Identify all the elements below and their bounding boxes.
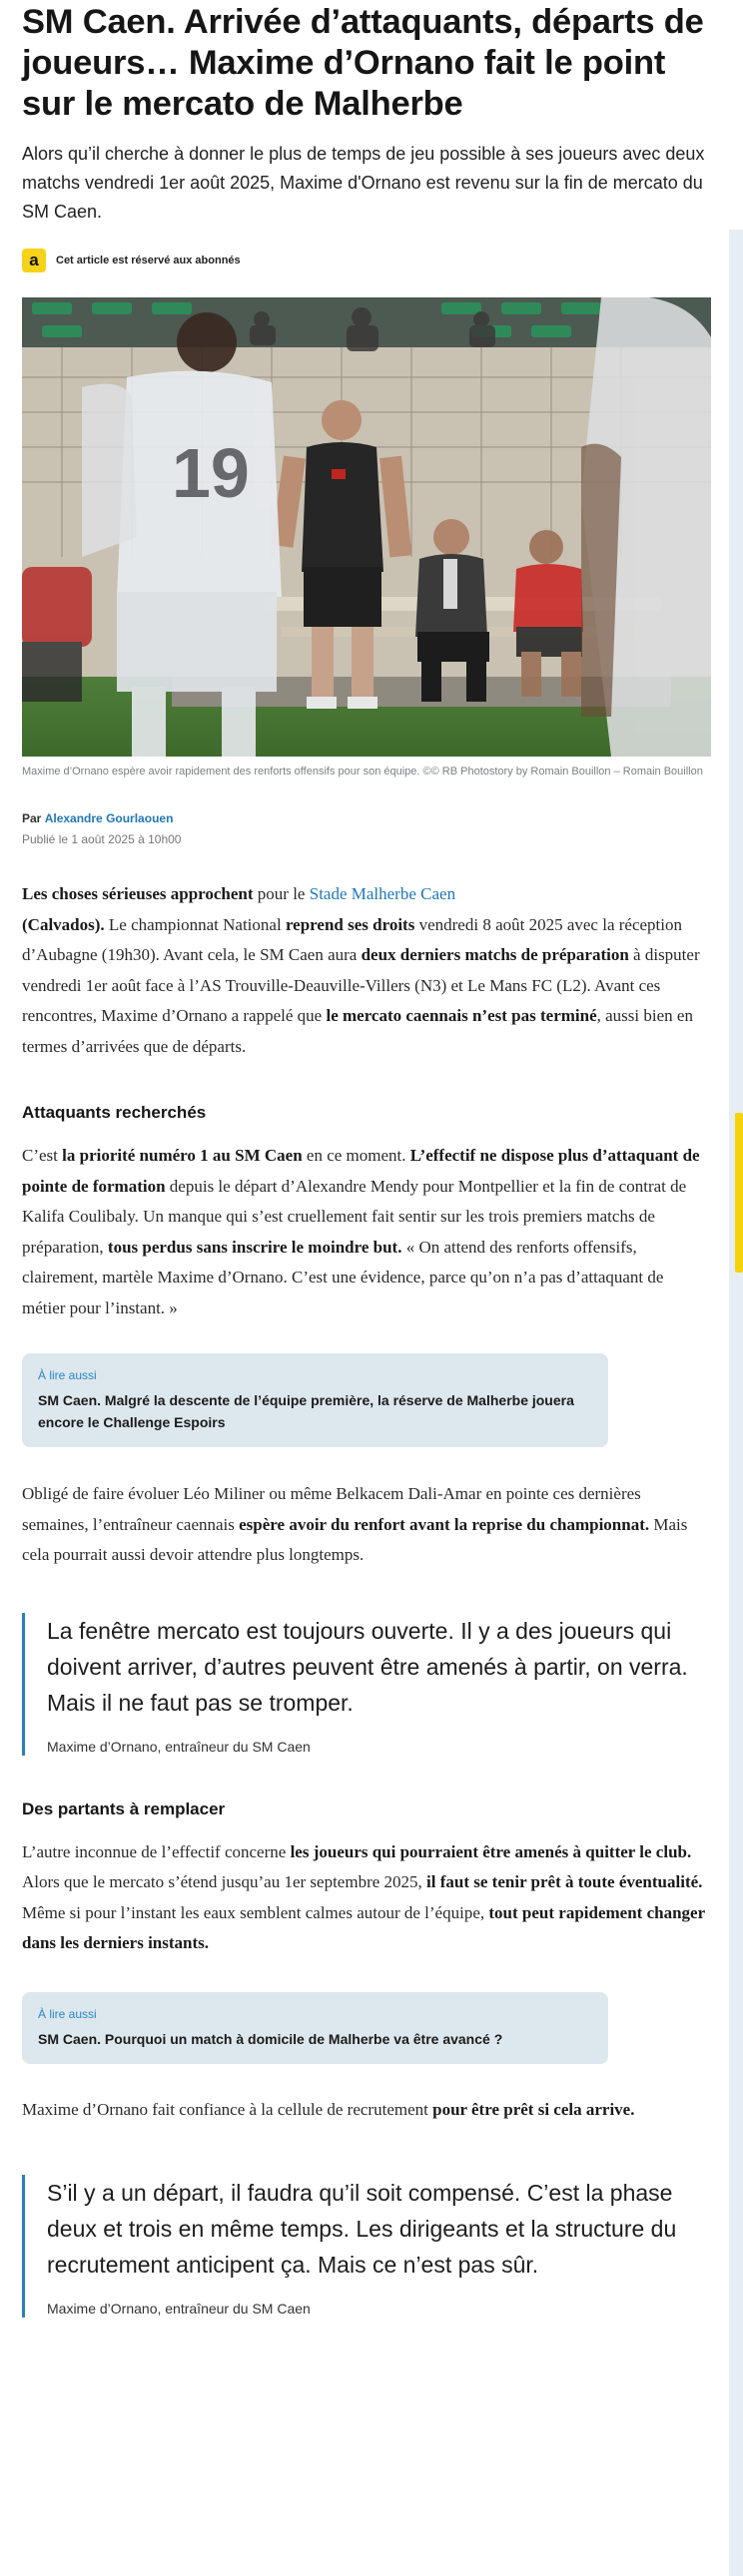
byline-prefix: Par — [22, 811, 42, 825]
club-link[interactable]: Stade Malherbe Caen — [309, 884, 456, 903]
text: en ce moment. — [302, 1146, 410, 1165]
quote-text: La fenêtre mercato est toujours ouverte. Il y a des joueurs qui doivent arriver, d’autres peuvent être amenés à partir, on verra. Mais il ne faut pas se tromper. — [47, 1617, 688, 1716]
section-heading-attackers: Attaquants recherchés — [22, 1103, 207, 1122]
article-lead: Alors qu’il cherche à donner le plus de temps de jeu possible à ses joueurs avec deux matchs vendredi 1er août 2025, Maxime d'Ornano est revenu sur la fin de mercato du SM Caen. — [22, 144, 705, 222]
bold-text: tous perdus sans inscrire le moindre but. — [107, 1237, 402, 1257]
bold-text: les joueurs qui pourraient être amenés à quitter le club. — [290, 1841, 692, 1861]
paragraph-attackers — [22, 1141, 711, 1323]
text: Obligé de faire évoluer Léo Miliner ou même Belkacem Dali-Amar en pointe ces dernières semaines, l’entraîneur caennais — [22, 1484, 641, 1534]
text: à disputer vendredi 1er août face à l’AS Trouville-Deauville-Villers (N3) et Le Mans FC (L2). Avant ces rencontres, Maxime d’Ornano a rappelé que — [22, 945, 700, 1025]
text: C’est — [22, 1146, 63, 1165]
quote-text: S’il y a un départ, il faudra qu’il soit compensé. C’est la phase deux et trois en même temps. Les dirigeants et la structure du recrutement anticipent ça. Mais ce n’est pas sûr. — [47, 2180, 677, 2278]
read-also-card-2[interactable] — [22, 1992, 608, 2064]
bold-text: deux derniers matchs de préparation — [361, 945, 629, 964]
bold-text: tout peut rapidement changer dans les derniers instants. — [22, 1902, 705, 1952]
scroll-track[interactable] — [729, 230, 743, 2576]
read-also-label: À lire aussi — [38, 1368, 97, 1382]
scroll-rail[interactable] — [729, 0, 743, 2576]
article-title: SM Caen. Arrivée d’attaquants, départs de joueurs… Maxime d’Ornano fait le point sur le mercato de Malherbe — [22, 3, 704, 123]
text: « On attend des renforts offensifs, clairement, martèle Maxime d’Ornano. C’est une évidence, parce qu’on n’a pas d’attaquant de métier pour l’instant. » — [22, 1237, 664, 1317]
pull-quote-2 — [22, 2175, 711, 2318]
bold-text: (Calvados). — [22, 914, 105, 934]
text: pour le — [253, 884, 310, 903]
text: L’autre inconnue de l’effectif concerne — [22, 1841, 291, 1861]
bold-text: pour être prêt si cela arrive. — [432, 2099, 635, 2119]
jersey-number: 19 — [172, 434, 250, 512]
quote-author: Maxime d’Ornano, entraîneur du SM Caen — [47, 1738, 311, 1755]
text: depuis le départ d’Alexandre Mendy pour Montpellier et la fin de contrat de Kalifa Coulibaly. Un manque qui s’est cruellement fait sentir sur les trois premiers matchs de préparation, — [22, 1176, 687, 1257]
bold-text: Les choses sérieuses approchent — [22, 884, 254, 903]
publish-date: Publié le 1 août 2025 à 10h00 — [22, 832, 182, 846]
text: Même si pour l’instant les eaux semblent calmes autour de l’équipe, — [22, 1902, 489, 1922]
text: Maxime d’Ornano fait confiance à la cellule de recrutement — [22, 2099, 433, 2119]
text: vendredi 8 août 2025 avec la réception d’Aubagne (19h30). Avant cela, le SM Caen aura — [22, 914, 682, 964]
subscriber-badge-icon: a — [22, 249, 46, 272]
quote-author: Maxime d’Ornano, entraîneur du SM Caen — [47, 2301, 311, 2317]
text: Mais cela pourrait aussi devoir attendre plus longtemps. — [22, 1514, 688, 1564]
article — [22, 0, 711, 2318]
bold-text: reprend ses droits — [285, 914, 415, 934]
scroll-rail-top — [729, 0, 743, 230]
text: Le championnat National — [104, 914, 286, 934]
photo-caption: Maxime d’Ornano espère avoir rapidement des renforts offensifs pour son équipe. ©© RB Photostory by Romain Bouillon – Romain Bouillon — [22, 766, 703, 777]
scroll-progress-thumb[interactable] — [735, 1113, 743, 1273]
text: Alors que le mercato s’étend jusqu’au 1er septembre 2025, — [22, 1872, 427, 1891]
read-also-link[interactable]: SM Caen. Malgré la descente de l’équipe première, la réserve de Malherbe jouera encore le Challenge Espoirs — [38, 1392, 574, 1430]
paragraph-reinforcement — [22, 1479, 711, 1571]
bold-text: le mercato caennais n’est pas terminé — [326, 1006, 597, 1025]
bold-text: il faut se tenir prêt à toute éventualité. — [426, 1872, 703, 1891]
bold-text: la priorité numéro 1 au SM Caen — [62, 1146, 303, 1165]
read-also-link[interactable]: SM Caen. Pourquoi un match à domicile de Malherbe va être avancé ? — [38, 2030, 503, 2047]
byline — [22, 810, 711, 827]
bold-text: L’effectif ne dispose plus d’attaquant de pointe de formation — [22, 1146, 700, 1196]
paragraph-departures — [22, 1837, 711, 1959]
article-photo[interactable] — [22, 297, 711, 757]
paragraph-recruitment — [22, 2095, 711, 2126]
read-also-label: À lire aussi — [38, 2006, 97, 2021]
photo-illustration — [22, 297, 711, 757]
bold-text: espère avoir du renfort avant la reprise du championnat. — [239, 1514, 650, 1534]
section-heading-departures: Des partants à remplacer — [22, 1799, 226, 1818]
text: , aussi bien en termes d’arrivées que de départs. — [22, 1006, 693, 1056]
subscriber-notice — [22, 247, 711, 274]
subscriber-label: Cet article est réservé aux abonnés — [56, 255, 241, 266]
author-link[interactable]: Alexandre Gourlaouen — [44, 811, 174, 825]
paragraph-intro — [22, 879, 711, 1062]
read-also-card-1[interactable] — [22, 1353, 608, 1447]
pull-quote-1 — [22, 1613, 711, 1756]
